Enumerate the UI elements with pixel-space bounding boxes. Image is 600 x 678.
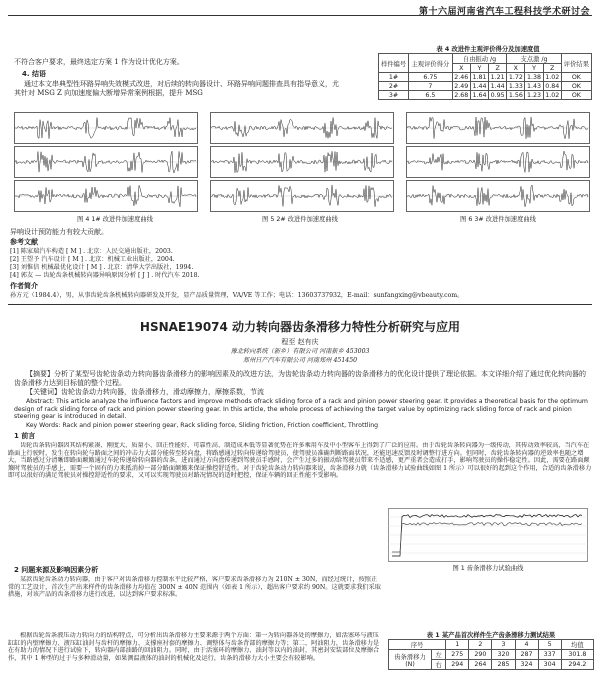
cell: 1# xyxy=(379,73,409,82)
cell: 6.75 xyxy=(409,73,453,82)
table-row xyxy=(379,82,592,91)
ref-item: [3] 刘惟信 机械最优化设计 [ M ] . 北京：清华大学出版社，1994. xyxy=(10,264,194,271)
table4-head-cell: 评价结果 xyxy=(561,54,591,73)
accel-plot xyxy=(406,146,590,178)
affiliation-2: 郑州日产汽车有限公司 河南郑州 451450 xyxy=(242,357,358,364)
table4-caption: 表 4 改进件主观评价得分及加速度值 xyxy=(436,46,540,53)
table-row xyxy=(379,73,592,82)
cell: 320 xyxy=(492,650,515,660)
cell: 右 xyxy=(432,660,446,670)
sec1-para: 齿轮齿条转向器因其结构紧凑、刚度大、质量小、回正性能好、可靠性高、制造成本低等显著优势在许多乘用车及中小型客车上得到了广泛的应用。由于齿轮齿条转向器为一级传动，其传动效率较高，当汽车在路面上行驶时，发生在转向轮与路面之间的冲击力大部分能传至转向盘，将路感通过转向传递给驾驶员，使驾驶员准确判断路面状况，还能迅速反馈及时调整行进方向。但同时，齿轮齿条转向器的逆效率也随之增大，当路感过分清晰即路面颠簸通过车轮传递给转向器的齿条，进而通过方向盘传递到驾驶员手感时，会产生过多的振动给驾驶员带来不适感，更严重者会造成打手，影响驾驶员的操作稳定性。因此，需要在路面颠簸时驾驶员的手感上，需要一个固有的力来抵消掉一部分路面颠簸来保证操控舒适性。对于齿轮齿条动力转向器来说，齿条滑移力就（齿条滑移力试验曲线如图 1 所示）可以很好的起到这个作用，合适的齿条滑移力即可以很好的满足驾驶员对操控舒适性的要求，又可以实现驾驶员对路况情况的适时把控，保证车辆的回正性能不受影响。 xyxy=(8,442,592,480)
cell: 3# xyxy=(379,91,409,100)
top-left-para: 不符合客户要求，最终选定方案 1 作为设计优化方案。 xyxy=(14,58,184,66)
cell: 1.56 xyxy=(507,91,525,100)
table4-head-cell: 支点激 /g xyxy=(507,54,562,64)
table1-head-cell: 2 xyxy=(469,640,492,650)
refs-heading: 参考文献 xyxy=(10,238,38,246)
cell: 1.23 xyxy=(525,91,543,100)
cell: 1.64 xyxy=(470,91,488,100)
cell: 1.44 xyxy=(489,82,507,91)
keywords-en: Key Words: Rack and pinion power steering gear, Rack sliding force, Sliding friction, Friction coefficient, Throttling xyxy=(26,422,379,429)
accel-plot xyxy=(210,180,394,212)
cell: 2.46 xyxy=(452,73,470,82)
sec1-heading: 1 前言 xyxy=(14,432,36,440)
abstract-cn: 【摘要】分析了某型号齿轮齿条动力转向器齿条滑移力的影响因素及的改进方法，为齿轮齿条动力转向器的齿条滑移力的优化设计提供了理论依据。本文详细介绍了通过优化转向器的齿条滑移力达到目标值的整个过程。 xyxy=(14,370,586,387)
fig4-caption: 图 4 1# 改进件加速度曲线 xyxy=(77,216,153,223)
abstract-en: Abstract: This article analyze the influence factors and improve methods ofrack sliding force of a rack and pinion power steering gear. It provides a theoretical basis for the optimum design of rack sliding force of rack and pinion power steering gear. In this article, the whole process of achieving the target value by optimizing rack sliding force of rack and pinion steering gear is introduced in detail. xyxy=(14,398,588,421)
sec2-para2: 根据齿轮齿条液压动力转向力的结构特点，可分析出齿条滑移力主要来源于两个方面：第一为转向器各处的摩擦力，如活塞环与液压缸缸的内壁摩擦力、液压缸油封与齿杆的摩擦力、支撑座衬套的摩擦力、调整体与齿条背部的摩擦力等；第二，阿油阻力，齿条滑移力是在有助力的情况下进行试验下，转向器内部油路的回油阻力。同时，由于活塞环的摩擦力、油封等以内的油封，其密封安装部位及摩擦合作，其中 1 种型的过于与多种滑动量，如果测温液体的油封的机械化及运行，齿条的滑移力大小主要会有较影响。 xyxy=(8,632,380,662)
section-divider xyxy=(8,304,592,305)
table1-row-label: 齿条滑移力 (N) xyxy=(389,650,432,670)
table1-head-cell: 均值 xyxy=(561,640,593,650)
cell: 275 xyxy=(446,650,469,660)
table1-head-cell: 3 xyxy=(492,640,515,650)
running-header: 第十六届河南省汽车工程科技学术研讨会 xyxy=(418,7,590,17)
accel-plot xyxy=(406,112,590,144)
cell: 1.02 xyxy=(543,73,561,82)
accel-plot xyxy=(14,112,198,144)
cell: 301.8 xyxy=(561,650,593,660)
cell: 294 xyxy=(446,660,469,670)
cell: 1.02 xyxy=(543,91,561,100)
author-text: 孙方元（1984.4），男，从事齿轮齿条机械转向器研发及开发，显产品质量管理，VA/VE 等工作；电话：13603737932，E-mail：sunfangxing@vbeauty.com。 xyxy=(10,292,464,299)
cell: 2# xyxy=(379,82,409,91)
table4-head-cell: X xyxy=(507,64,525,73)
accel-plot xyxy=(406,180,590,212)
accel-plot xyxy=(210,112,394,144)
fig5-caption: 图 5 2# 改进件加速度曲线 xyxy=(262,216,338,223)
cell: 0.84 xyxy=(543,82,561,91)
table4 xyxy=(378,53,592,100)
acceleration-figures xyxy=(10,112,592,217)
cell: 264 xyxy=(469,660,492,670)
table1 xyxy=(388,639,594,670)
keywords-cn: 【关键词】齿轮齿条动力转向器，齿条滑移力，滑动摩擦力，摩擦系数，节流 xyxy=(26,388,264,396)
cell: 1.38 xyxy=(525,73,543,82)
table1-head-cell: 5 xyxy=(538,640,561,650)
table4-head-cell: Z xyxy=(543,64,561,73)
author-heading: 作者简介 xyxy=(10,282,38,290)
header-rule xyxy=(8,15,592,16)
accel-plot xyxy=(14,180,198,212)
cell: 287 xyxy=(515,650,538,660)
table1-caption: 表 1 某产品首次样件生产齿条滑移力测试结果 xyxy=(426,632,556,639)
cell: 1.44 xyxy=(470,82,488,91)
cell: 1.43 xyxy=(525,82,543,91)
table4-head-cell: X xyxy=(452,64,470,73)
cell: OK xyxy=(561,73,591,82)
accel-signal-line xyxy=(407,151,588,172)
cell: 6.5 xyxy=(409,91,453,100)
paper-title: HSNAE19074 动力转向器齿条滑移力特性分析研究与应用 xyxy=(139,320,461,334)
cell: 左 xyxy=(432,650,446,660)
after-figs-text: 异响设计预防能力有较大贡献。 xyxy=(10,228,108,236)
accel-plot xyxy=(14,146,198,178)
cell: 2.49 xyxy=(452,82,470,91)
table4-head-cell: 主观评价得分 xyxy=(409,54,453,73)
table-row xyxy=(379,91,592,100)
cell: 1.81 xyxy=(470,73,488,82)
cell: 0.95 xyxy=(489,91,507,100)
table1-head-cell: 4 xyxy=(515,640,538,650)
cell: 290 xyxy=(469,650,492,660)
table1-head-cell: 1 xyxy=(446,640,469,650)
table1-head-cell: 序号 xyxy=(389,640,446,650)
sec2-para: 某款齿轮齿条动力转向器，由于客户对齿条滑移力控制水平比较严格，客户要求齿条滑移力为 210N ± 30N，而经过统计，按照正常的工艺设计，首次生产出来样件的齿条滑移力均值在 300N ± 40N 范围内（如表 1 所示），超出客户要求约 90N。这就要求我们采取措施，对该产品的齿条滑移力进行改进，以达到客户要求标准。 xyxy=(8,576,381,599)
accel-plot xyxy=(210,146,394,178)
cell: 324 xyxy=(515,660,538,670)
table4-head-cell: Y xyxy=(470,64,488,73)
table4-head-cell: 样件编号 xyxy=(379,54,409,73)
table4-head-cell: 自由振动 /g xyxy=(452,54,507,64)
ref-item: [2] 王望予 汽车设计 [ M ] . 北京：机械工业出版社，2004. xyxy=(10,256,175,263)
fig1-caption: 图 1 齿条滑移力试验曲线 xyxy=(452,565,524,572)
cell: OK xyxy=(561,91,591,100)
cell: 1.33 xyxy=(507,82,525,91)
affiliation-1: 豫北转向系统（新乡）有限公司 河南新乡 453003 xyxy=(230,348,370,355)
cell: 2.68 xyxy=(452,91,470,100)
fig6-caption: 图 6 3# 改进件加速度曲线 xyxy=(460,216,536,223)
table4-head-cell: Y xyxy=(525,64,543,73)
cell: OK xyxy=(561,82,591,91)
cell: 7 xyxy=(409,82,453,91)
table-row xyxy=(389,650,594,660)
ref-item: [4] 郭友 — 齿轮齿条机械转向器异响原因分析 [ J ] . 时代汽车 2018. xyxy=(10,272,200,279)
sec2-heading: 2 问题来源及影响因素分析 xyxy=(14,566,99,574)
cell: 1.72 xyxy=(507,73,525,82)
cell: 337 xyxy=(538,650,561,660)
conclusion-para: 通过本文串典型性环路异响失效模式改进，对后续的转向器设计、环路异响问题排查具有指导意义，尤其针对 MSG Z 向加速度偏大断增异常案例根据，提升 MSG xyxy=(14,80,339,97)
cell: 1.21 xyxy=(489,73,507,82)
table4-head-cell: Z xyxy=(489,64,507,73)
ref-item: [1] 陈家瑞汽车构造 [ M ] . 北京：人民交通出版社，2003. xyxy=(10,248,173,255)
cell: 285 xyxy=(492,660,515,670)
fig1-rack-force-curve xyxy=(388,508,588,562)
paper-authors: 程至 赵有庆 xyxy=(281,338,319,346)
cell: 304 xyxy=(538,660,561,670)
conclusion-heading: 4. 结语 xyxy=(22,70,46,78)
cell: 294.2 xyxy=(561,660,593,670)
